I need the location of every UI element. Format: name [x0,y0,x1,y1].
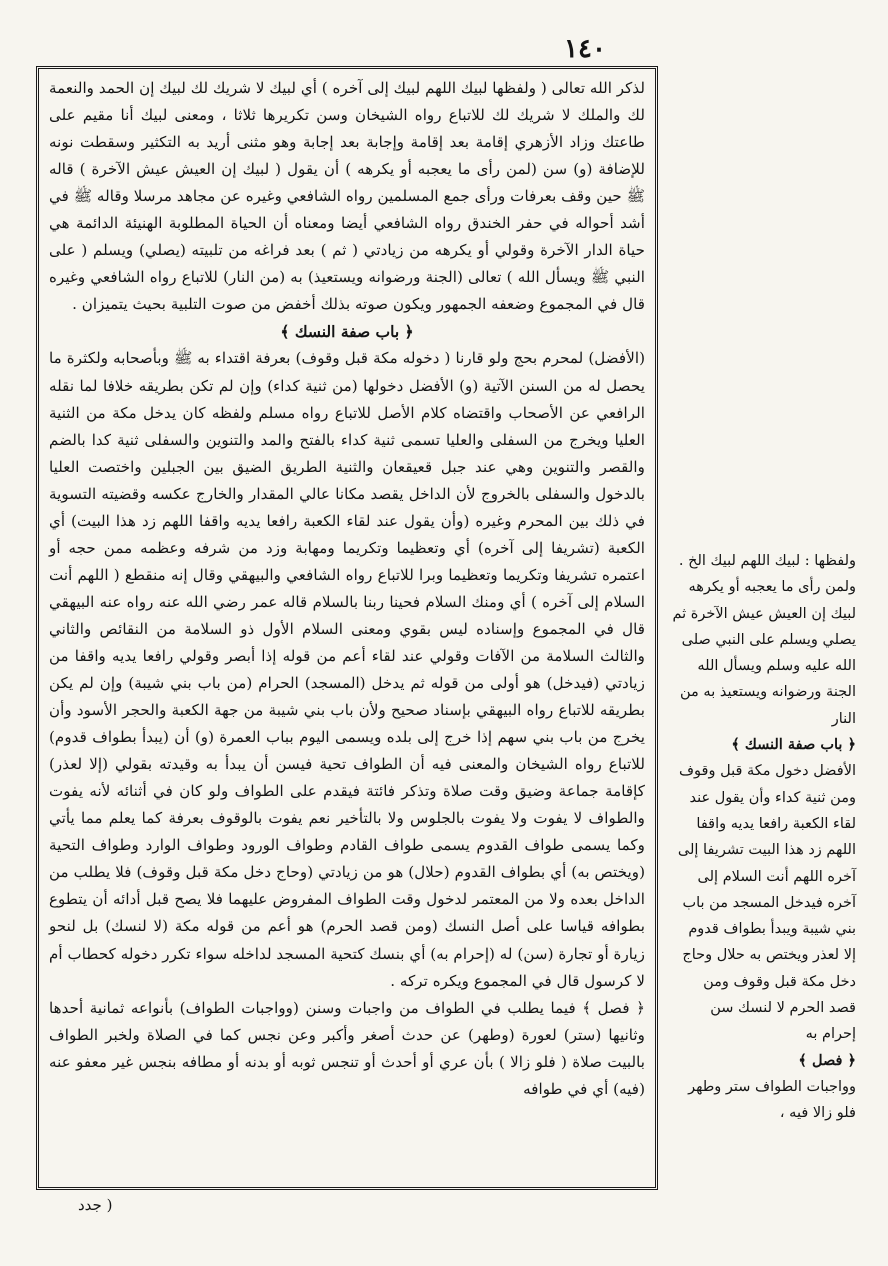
catchword: ( جدد [78,1196,113,1214]
main-paragraph: ﴿ فصل ﴾ فيما يطلب في الطواف من واجبات وسنن (وواجبات الطواف) بأنواعه ثمانية أحدها وثانيها (ستر) لعورة (وطهر) عن حدث أصغر وأكبر وعن نجس كما في الصلاة ولخبر الطواف بالبيت صلاة ( فلو زالا ) بأن عري أو أحدث أو تنجس ثوبه أو بدنه أو مطافه بنجس غير معفو عنه (فيه) أي في طوافه [49,998,645,1098]
margin-heading: ﴿ فصل ﴾ [798,1051,856,1069]
main-text-body [49,75,645,1103]
page-number: ١٤٠ [564,34,606,64]
chapter-heading: ﴿ باب صفة النسك ﴾ [280,322,414,342]
margin-note: وواجبات الطواف ستر وطهر فلو زالا فيه ، [688,1078,856,1122]
margin-note: الأفضل دخول مكة قبل وقوف ومن ثنية كداء وأن يقول عند لقاء الكعبة رافعا يديه واقفا اللهم زد هذا البيت تشريفا إلى آخره اللهم أنت السلام إلى آخره فيدخل المسجد من باب بني شيبة ويبدأ بطواف قدوم إلا لعذر ويختص به حلال وحاج دخل مكة قبل وقوف ومن قصد الحرم لا لنسك سن إحرام به [677,763,856,1043]
margin-notes [672,548,856,1127]
main-paragraph: لذكر الله تعالى ( ولفظها لبيك اللهم لبيك إلى آخره ) أي لبيك لا شريك لك لبيك إن الحمد والنعمة لك والملك لا شريك لك للاتباع رواه الشيخان وسن تكريرها ثلاثا ، ومعنى لبيك أنا مقيم على طاعتك وزاد الأزهري إقامة بعد إقامة وإجابة بعد إجابة وهو مثنى أريد به التكثير وسقطت نونه للإضافة (و) سن (لمن رأى ما يعجبه أو يكرهه ) أن يقول ( لبيك إن العيش عيش الآخرة ) قاله ﷺ حين وقف بعرفات ورأى جمع المسلمين رواه الشافعي وغيره عن مجاهد مرسلا وقاله ﷺ في أشد أحواله في حفر الخندق رواه الشافعي أيضا ومعناه أن الحياة المطلوبة الهنيئة الدائمة هي حياة الدار الآخرة وقولي أو يكرهه من زيادتي ( ثم ) بعد فراغه من تلبيته (يصلي) ويسلم ( على النبي ﷺ ويسأل الله ) تعالى (الجنة ورضوانه ويستعيذ) به (من النار) للاتباع رواه الشافعي وغيره قال في المجموع وضعفه الجمهور ويكون صوته بذلك أخفض من صوت التلبية بحيث يتميزان . [49,79,645,314]
main-paragraph: (الأفضل) لمحرم بحج ولو قارنا ( دخوله مكة قبل وقوف) بعرفة اقتداء به ﷺ وبأصحابه ولكثرة ما يحصل له من السنن الآتية (و) الأفضل دخولها (من ثنية كداء) وإن لم تكن بطريقه خلافا لما نقله الرافعي عن الأصحاب واقتضاه كلام الأصل للاتباع رواه مسلم ولفظه كان يدخل مكة من الثنية العليا ويخرج من السفلى والعليا تسمى ثنية كداء بالفتح والمد والتنوين والسفلى ثنية كدا بالضم والقصر والتنوين وهي عند جبل قعيقعان والثنية الطريق الضيق بين الجبلين واختصت العليا بالدخول والسفلى بالخروج لأن الداخل يقصد مكانا عالي المقدار والخارج عكسه وقضيته التسوية في ذلك بين المحرم وغيره (وأن يقول عند لقاء الكعبة رافعا يديه واقفا اللهم زد هذا البيت) أي الكعبة (تشريفا إلى آخره) أي وتعظيما وتكريما ومهابة وزد من شرفه وعظمه ممن حجه أو اعتمره تشريفا وتكريما وتعظيما وبرا للاتباع رواه الشافعي والبيهقي وقال إنه منقطع ( اللهم أنت السلام إلى آخره ) أي ومنك السلام فحينا ربنا بالسلام قاله عمر رضي الله عنه رواه عنه البيهقي قال في المجموع وإسناده ليس بقوي ومعنى السلام الأول ذو السلامة من النقائص والثاني والثالث السلامة من الآفات وقولي عند لقاء أعم من قوله إذا أبصر وقولي رافعا يديه واقفا من زيادتي (فيدخل) هو أولى من قوله ثم يدخل (المسجد) الحرام (من باب بني شيبة) وإن لم يكن بطريقه للاتباع رواه البيهقي بإسناد صحيح ولأن باب بني شيبة من جهة الكعبة والحجر الأسود وأن يخرج من باب بني سهم إذا خرج إلى بلده ويسمى اليوم بباب العمرة (و) أن (يبدأ بطواف قدوم) للاتباع رواه الشيخان والمعنى فيه أن الطواف تحية فيسن أن يبدأ به وقيدته بقولي (إلا لعذر) كإقامة جماعة وضيق وقت صلاة وتذكر فائتة فيقدم على الطواف ولو كان في أثنائه لأنه يفوت والطواف لا يفوت ولا يفوت بالجلوس ولا بالتأخير نعم يفوت بالوقوف بعرفة كما يعلم مما يأتي وكما يسمى طواف القدوم يسمى طواف القادم وطواف الورود وطواف الوارد وطواف التحية (ويختص به) أي بطواف القدوم (حلال) هو من زيادتي (وحاج دخل مكة قبل وقوف) فلا يطلب من الداخل بعده ولا من المعتمر لدخول وقت الطواف المفروض عليهما فلا يصح قبل أدائه أن يتطوع بطوافه قياسا على أصل النسك (ومن قصد الحرم) هو أعم من قوله مكة (لا لنسك) بل لنحو زيارة أو تجارة (سن) له (إحرام به) أي بنسك كتحية المسجد لداخله سواء تكرر دخوله كحطاب أم لا كرسول قال في المجموع ويكره تركه . [49,349,645,990]
main-text-frame [36,66,658,1190]
margin-heading: ﴿ باب صفة النسك ﴾ [731,736,856,754]
margin-note: ولفظها : لبيك اللهم لبيك الخ . ولمن رأى ما يعجبه أو يكرهه لبيك إن العيش عيش الآخرة ثم يصلي ويسلم على النبي صلى الله عليه وسلم ويسأل الله الجنة ورضوانه ويستعيذ به من النار [672,553,856,727]
